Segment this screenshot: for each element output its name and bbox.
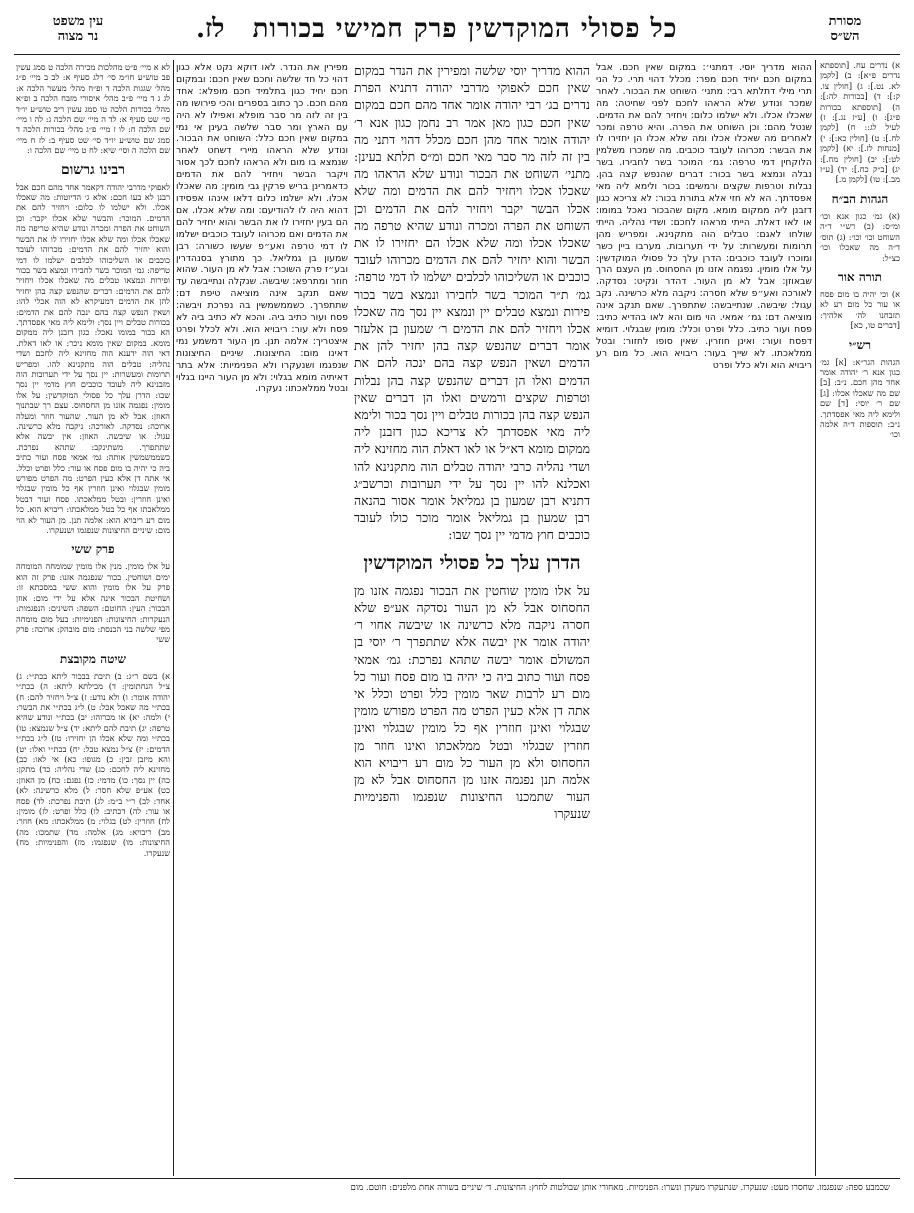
masoret-column xyxy=(820,60,900,1170)
gemara-column xyxy=(354,62,590,1174)
left-margin-column xyxy=(16,62,170,1174)
gemara-bottom-text: על אלו מומין שוחטין את הבכור נפגמה אזנו מן החסחוס אבל לא מן העור נסדקה אע״פ שלא חסרה ניקבה מלא כרשינה או שיבשה אחוי ר׳ יהודה אומר אין יבשה אלא שתתפרך ר׳ יוסי בן המשולם אומר יבשה שתהא נפרכת: גמ׳ אמאי פסח ועור כתוב ביה כי יהיה בו מום פסח ועור כל מום רע לרבות שאר מומין כלל ופרט וכלל אי אתה דן אלא כעין הפרט מה הפרט מפורש מומין שבגלוי ואינן חוזרין אף כל מומין שבגלוי ואינן חוזרין שבגלוי ובטל ממלאכתו ואינו חוזר מן החסחוס ולא מן העור כל מום רע ריבויא הוא אלמה תנן נפגמה אזנו מן החסחוס אבל לא מן העור שתמכנו החיצונות שנפגמו והפנימיות שנעקרו xyxy=(354,582,590,822)
torah-ohr-text: א) וכי יהיה בו מום פסח או עור כל מום רע לא תזבחנו לה׳ אלהיך: [דברים טו, כא] xyxy=(820,288,900,331)
shita-mekubetzet-text: א) בשם ר״ג: ב) תיבת בבכור ליתא בכת״י: ג) צ״ל הנחתומין: ד) מכילתא ליתא: ה) בכת״י יהודה אומר: ו) ולא נודע: ז) צ״ל ויחזיר להם: ח) בכת״י מה שאכל אכל: ט) ל״ג בכת״י את הבשר: י) ולמה: יא) או מכרוהו: יב) בכת״י ונודע שהיא טרפה: יג) תיבת להם ליתא: יד) צ״ל שנמצא: טו) בכת״י ומה שלא אכלו הן יחזירו: טז) ל״ג בכת״י הדמים: יז) צ״ל נמצא טבל: יח) בכת״י ואלו: יט) והא מיזבן זבין: כ) מגופו: כא) אי לאו: כב) מחזינא ליה לחכם: כג) שדי נהליה: כד) מתקן: כה) יין נסך: כו) מדמי: כז) נפגם: כח) מן האוזן: כט) אע״פ שלא חסר: ל) מלא כרשינה: לא) אחד: לב) ר״י ב״מ: לג) תיבת נפרכת: לד) פסח או עור: לה) דכתיב: לו) כלל ופרט: לז) מומין: לח) חוזרין: לט) בגלוי: מ) ממלאכתו: מא) חוזר: מב) ריבויא: מג) אלמה: מד) שתמכו: מה) החיצונות: מו) שנפגמו: מז) והפנימיות: מח) שנעקרו. xyxy=(16,670,170,858)
column-divider xyxy=(815,60,816,1176)
hadran-heading: הדרן עלך כל פסולי המוקדשין xyxy=(363,551,581,574)
perek-heading: פרק ששי xyxy=(71,542,115,557)
rashi-notes-heading: רש״י xyxy=(848,337,872,352)
tosafot-text: מפירין את הנדר. לאו דוקא נקט אלא כגון דהוי כל חד שלשה וחכם שאין חכם: ובמקום חכם יחיד כגון בתלמיד חכם מופלא: אחד מהם חכם. כך כתוב בספרים והכי פירושו מה בין זה לזה מר סבר מופלא ואפילו לא היה עם הארץ ומר סבר שלשה בעינן אי נמי במקום שאין חכם כלל: השוחט את הבכור. ונודע שלא הראהו מיירי דשחט לאחר שנמצא בו מום ולא הראהו לחכם לכך אסור ויקבר הבשר ויחזיר להם את הדמים כדאמרינן בריש פרקין גבי מומין: מה שאכלו אכלו. ולא ישלמו כלום דלאו אינהו אפסידו דהוא היה לו להודיעם: ומה שלא אכלו. אם הם בעין יחזירו לו את הבשר והוא יחזיר להם את הדמים ואם מכרוהו לעובד כוכבים ישלמו לו דמי טרפה ואע״פ שעשו כשורה: רבן שמעון בן גמליאל. כך מתורץ בסנהדרין ובע״ז פרק השוכר: אבל לא מן העור. שהוא חוזר ומתרפא: שיבשה. שנקלה ונתייבשה עד שאם תנקב אינה מוציאה טיפת דם: שתתפרך. כשממשמשין בה נפרכת ויבשה: פסח ועור כתיב ביה. והכא לא כתיב ביה לא פסח ולא עור: ריבויא הוא. ולא לכלל ופרט איצטריך: אלמה תנן. מן העור דמשמע נמי דאינו מום: החיצונות. שיניים החיצונות שנפגמו ושנעקרו ולא הפנימיות: אלא בתר דאיתיה מומא בגלוי: ולא מן העור היינו בגלוי ובטל ממלאכתו: נעקרו. xyxy=(176,62,348,395)
ein-mishpat-corner-label: עין משפט נר מצוה xyxy=(52,14,104,44)
rabbeinu-gershom-text: לאפוקי מדרבי יהודה דקאמר אחד מהם חכם אבל רבנן לא בעו חכם: אלא ג׳ הדיוטות: מה שאכלו אכלו. ולא ישלמו לו כלום: ויחזיר להם את הדמים. המוכר: והבשר שלא אכלו יקבר: וכן השוחט את הפרה ומכרה ונודע שהיא טריפה מה שאכלו אכלו ומה שלא אכלו יחזירו לו את הבשר והוא יחזיר להם את הדמים: מכרוהו לעובד כוכבים או השליכוהו לכלבים ישלמו לו דמי טריפה: גמ׳ המוכר בשר לחבירו ונמצא בשר בכור ופירות ונמצאו טבלים מה שאכלו אכלו ויחזיר להם את הדמים: דברים שהנפש קצה בהן יחזיר להן את הדמים דמעיקרא לא הוה אכלי להו: ושאין הנפש קצה בהם ינכה להם את הדמים: בכורות טבלים ויין נסך: ולימא ליה מאי אפסדתך. הא בכור במומו נאכל: כגון דזבנן ליה ממקום מומא. במקום שאין מומא ניכר: או לאו דאלת. דאי הוה ידענא הוה מחזינא ליה לחכם ושדי נהליה: טבלים הוה מתקנינא להו. ומפריש תרומות ומעשרות: יין נסך על ידי תערובות הוה מזבנינא ליה לעובד כוכבים חוץ מדמי יין נסך שבו: הדרן עלך כל פסולי המוקדשין: על אלו מומין: נפגמה אזנו מן החסחוס. עצם רך שבתנוך האוזן: אבל לא מן העור. שהעור חוזר ומעלה ארוכה: נסדקה. לאורכה: ניקבה מלא כרשינה. עגול: או שיבשה. האוזן: אין יבשה אלא שתתפרך. משתינקב: שתהא נפרכת. כשממשמשין אותה: גמ׳ אמאי פסח ועור כתיב ביה כי יהיה בו מום פסח או עור: כלל ופרט וכלל. אי אתה דן אלא כעין הפרט: מה הפרט מפורש מומין שבגלוי ואינן חוזרין אף כל מומין שבגלוי ואינן חוזרין: ובטל ממלאכתו. פסח ועור דבטל ממלאכתו אף כל בטל ממלאכתו: ריבויא הוא. כל מום רע ריבויא הוא: אלמה תנן. מן העור לא הוי מום: שיניים החיצונות שנפגמו ושנעקרו. xyxy=(16,181,170,536)
shita-mekubetzet-heading: שיטה מקובצת xyxy=(60,651,126,666)
footer-rule xyxy=(14,1178,900,1179)
rashi-column xyxy=(596,62,812,1174)
rashi-notes-text: הגהות הגר״א: [א] גמ׳ כגון אנא ר׳ יהודה אומר אחד מהן חכם. נ״ב: [ב] שם מה שאכלו אכלו: [ג] שם ר׳ יוסי: [ד] שם ולימא ליה מאי אפסדתך. נ״ב: תוספות ד״ה אלמה וכו׳ xyxy=(820,356,900,440)
footer-notes: שכמבע ספה: שנפגמו. שחסרו מעט: שנעקרו. שנתעקרו מעקרן ונשרו: הפנימיות. מאחורי אותן שבולטות לחוץ: החיצונות. ד׳ שיניים בשורה אחת מלפנים: חוטם. מום xyxy=(350,1183,890,1193)
torah-ohr-heading: תורה אור xyxy=(837,269,883,284)
masoret-text: א) נדרים עח. [תוספתא נדרים פ״א]: ב) [לקמן לא. נט.]: ג) [חולין צו. ק:]: ד) [בכורות לה:]: ה) [תוספתא בכורות פ״ג]: ו) [ע״ז נג.]: ז) לעיל לג:: ח) [לקמן לח.]: ט) [חולין כא:]: י) [מנחות לז.]: יא) [לקמן לט:]: יב) [חולין מח.]: יג) [ב״ק כח.]: יד) [ע״ז מב.]: טו) [לקמן מ.] xyxy=(820,60,900,185)
header-rule xyxy=(14,54,900,55)
hagahot-text: (א) גמ׳ כגון אנא וכו׳ ומ״ס: (ב) רש״י ד״ה השוחט וכו׳ וכו׳: (ג) תוס׳ ד״ה מה שאכלו וכו׳ כצ״ל: xyxy=(820,210,900,263)
gemara-top-text: ההוא מדריך יוסי שלשה ומפירין את הנדר במקום שאין חכם לאפוקי מדרבי יהודה דתניא הפרת נדרים בג׳ רבי יהודה אומר אחד מהם חכם במקום שאין חכם כגון מאן אמר רב נחמן כגון אנא ר׳ יהודה אומר אחד מהן חכם מכלל דהוי דתני מה בין זה לזה מר סבר מאי חכם ומ״ס תלתא בעינן: מתני׳ השוחט את הבכור ונודע שלא הראהו מה שאכלו אכלו ויחזיר להם את הדמים ומה שלא אכלו הבשר יקבר ויחזיר להם את הדמים וכן השוחט את הפרה ומכרה ונודע שהיא טרפה מה שאכלו אכלו ומה שלא אכלו הם יחזירו לו את הבשר והוא יחזיר להם את הדמים מכרוהו לעובד כוכבים או השליכוהו לכלבים ישלמו לו דמי טרפה: גמ׳ ת״ר המוכר בשר לחבירו ונמצא בשר בכור פירות ונמצא טבלים יין ונמצא יין נסך מה שאכלו אכלו ויחזיר להם את הדמים ר׳ שמעון בן אלעזר אומר דברים שהנפש קצה בהן יחזיר להן את הדמים ושאין הנפש קצה בהם ינכה להם את הדמים ואלו הן דברים שהנפש קצה בהן נבלות וטרפות שקצים ורמשים ואלו הן דברים שאין הנפש קצה בהן בכורות טבלים ויין נסך בכור ולימא ליה מאי אפסדתך לא צריכא כגון דזבנן ליה ממקום מומא דא״ל או לאו דאלת הוה מחזינא ליה ושדי נהליה כרבי יהודה טבלים הוה מתקנינא להו ואכלנא להו יין נסך על ידי תערובות וכרשב״ג דתניא רבן שמעון בן גמליאל אומר אסור בהנאה רבן שמעון בן גמליאל אומר מוכר כולו לעובד כוכבים חוץ מדמי יין נסך שבו: xyxy=(354,63,590,543)
page-number: לז. xyxy=(196,14,225,44)
rabbeinu-gershom-heading: רבינו גרשום xyxy=(60,161,126,178)
masoret-corner-label: מסורת הש״ס xyxy=(828,14,862,44)
rashi-text: ההוא מדריך יוסי. דמתני׳: במקום שאין חכם. אבל במקום חכם יחיד חכם מפר: מכלל דהוי תרי. כל הני תרי מילי דתלתא רבי: מתני׳ השוחט את הבכור. לאחר שמכר ונודע שלא הראהו לחכם לפני שחיטה: מה שאכלו אכלו. ולא ישלמו כלום: ויחזיר להם את הדמים. שנטל מהם: וכן השוחט את הפרה. והיא טרפה ומכר לאחרים מה שאכלו אכלו ומה שלא אכלו הן יחזירו לו את הבשר: מכרוהו לעובד כוכבים. מה שמכרו משלמין הלוקחין דמי טרפה: גמ׳ המוכר בשר לחבירו. בשר נבלה ונמצא בשר בכור: דברים שהנפש קצה בהן. נבלות וטרפות שקצים ורמשים: בכור ולימא ליה מאי אפסדתך. הא לא חזי אלא בתורת בכור: לא צריכא כגון דזבנן ליה ממקום מומא. מקום שהבכור נאכל במומו: או לאו דאלת. הייתי מראהו לחכם: ושדי נהליה. הייתי שולחו לאגם: טבלים הוה מתקנינא. ומפריש מהן תרומות ומעשרות: על ידי תערובות. מערבו ביין כשר ומוכרו לעובד כוכבים: הדרן עלך כל פסולי המוקדשין: על אלו מומין. נפגמה אזנו מן החסחוס. מן העצם הרך שבאוזן: אבל לא מן העור. דהדר ונקיט: נסדקה. לאורכה ואע״פ שלא חסרה: ניקבה מלא כרשינה. נקב עגול: שיבשה. שנתייבשה: שתתפרך. שאם תנקב אינה מוציאה דם: גמ׳ אמאי. הוי מום והא לאו בהדיא כתיב: פסח ועור כתיב. כלל ופרט וכלל: מומין שבגלוי. דומיא דפסח ועור: ואינן חוזרין. שאין סופו לחזור: ובטל ממלאכתו. לא שייך בעור: ריבויא הוא. כל מום רע ריבויא הוא ולא כלל ופרט xyxy=(596,62,812,371)
ein-mishpat-text: לא א מיי׳ פ״ט מהלכות מכירה הלכה ט סמג עשין פב טוש״ע חו״מ סי׳ רלג סעיף א: לב ב מיי׳ פ״ג מהל׳ שגגות הלכה ד ופ״ח מהל׳ מעשר הלכה א: לג ג ד מיי׳ פ״ב מהל׳ איסורי מזבח הלכה ב ופ״א מהל׳ בכורות הלכה טו סמג עשין ריב טוש״ע יו״ד סי׳ שט סעיף א: לד ה מיי׳ שם הלכה ג: לה ו מיי׳ שם הלכה ח: לו ז מיי׳ פ״ג מהל׳ בכורות הלכה ד סמג שם טוש״ע יו״ד סי׳ שט סעיף ב: לז ח מיי׳ שם הלכה ה וסי׳ שיא: לח ט מיי׳ שם הלכה ו: xyxy=(16,62,170,156)
page-title: כל פסולי המוקדשין פרק חמישי בכורות xyxy=(252,14,678,44)
hagahot-heading: הגהות הב״ח xyxy=(831,191,889,206)
tosafot-column xyxy=(176,62,348,1174)
page-header xyxy=(0,14,914,54)
perek-text: על אלו מומין. מנין אלו מומין שמומחה המומחה ימים ושוחטין. בכור שנפגמה אזנו: פרק זה הוא פרק על אלו מומין והוא ששי במסכתא זו: ושחיטת הבכור אינה אלא על ידי מום: אוזן הבכור: העין: החוטם: השפה: השינים: הנפגמות: הנעקרות: החיצונות: הפנימיות: בעל מום מומחה מפי שלשה בני הכנסת: מום מובהק: ארוכה: פרק ששי xyxy=(16,561,170,645)
column-divider xyxy=(173,60,174,1176)
